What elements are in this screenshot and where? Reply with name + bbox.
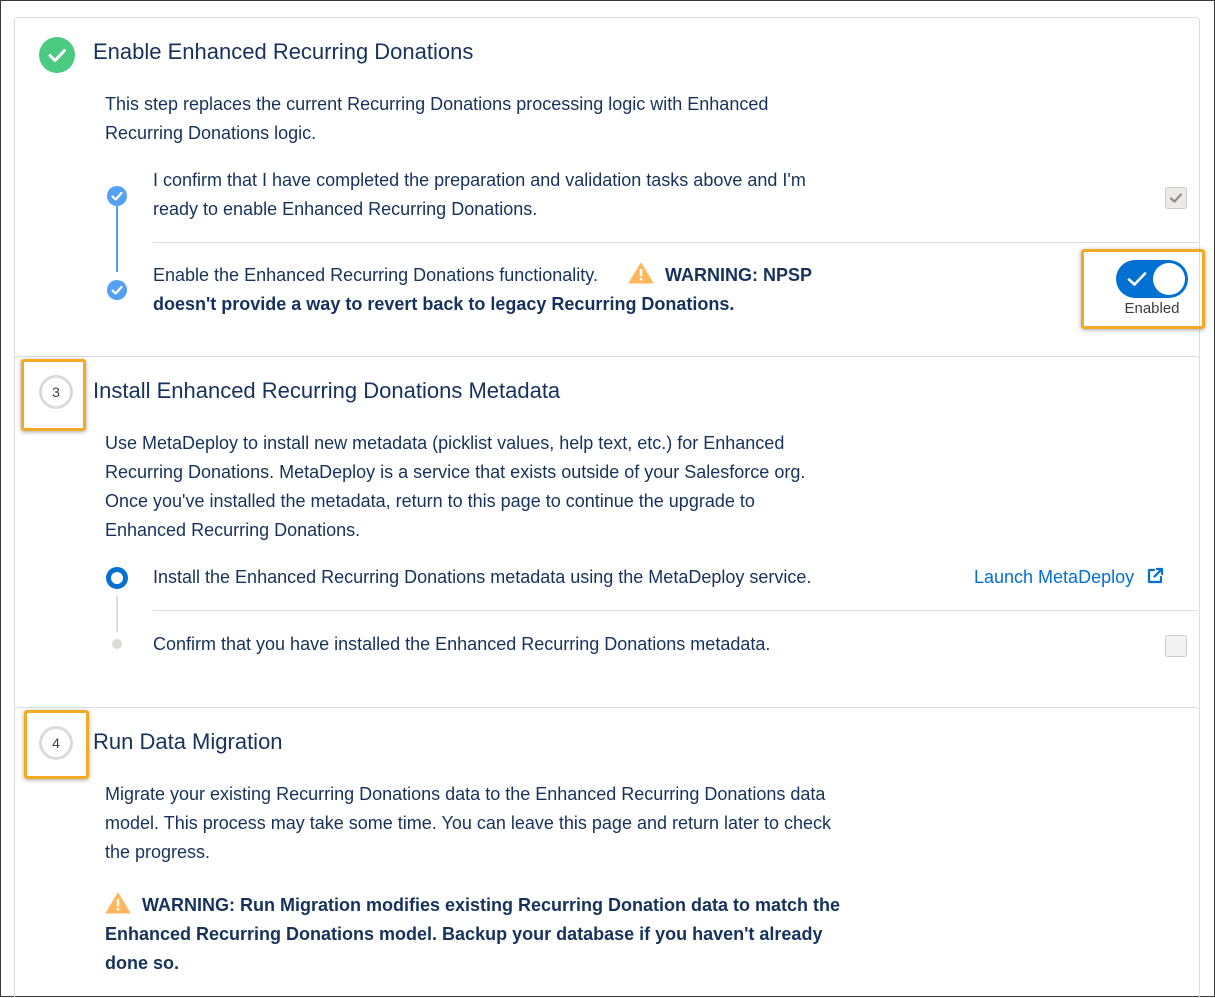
step-description: Use MetaDeploy to install new metadata (picklist values, help text, etc.) for Enhanced Recurring Donations. MetaDeploy is a service that exists outside of your Salesforce org. Once you've installed the metadata, return to this page to continue the upgrade to Enhanced Recurring Donations. xyxy=(105,433,806,540)
step-number-highlight xyxy=(24,710,89,779)
step-description: This step replaces the current Recurring Donations processing logic with Enhanced Recurring Donations logic. xyxy=(105,94,769,143)
enable-functionality-text: Enable the Enhanced Recurring Donations functionality. WARNING: NPSP doesn't provide a way to revert back to legacy Recurring Donations. xyxy=(153,261,812,319)
check-icon xyxy=(1126,269,1148,289)
migration-warning: WARNING: Run Migration modifies existing Recurring Donation data to match the Enhanced Recurring Donations model. Backup your database if you haven't already done so. xyxy=(105,891,840,978)
step-title: Run Data Migration xyxy=(93,729,283,754)
step-number-badge: 4 xyxy=(39,726,73,760)
completed-step-icon xyxy=(107,280,127,300)
checkmark-icon xyxy=(39,37,75,73)
completed-step-icon xyxy=(107,186,127,206)
step-complete-icon xyxy=(39,37,75,73)
step-number-badge: 3 xyxy=(39,375,73,409)
divider xyxy=(153,242,1198,243)
toggle-knob xyxy=(1153,263,1185,295)
toggle-label: Enabled xyxy=(1124,300,1180,317)
warning-icon xyxy=(105,892,131,914)
pending-step-icon xyxy=(112,639,122,649)
warning-icon xyxy=(628,262,654,284)
step-title: Install Enhanced Recurring Donations Metadata xyxy=(93,378,561,403)
confirm-preparation-checkbox[interactable] xyxy=(1165,187,1187,209)
external-link-icon xyxy=(1145,566,1165,586)
step-description: Migrate your existing Recurring Donations data to the Enhanced Recurring Donations data model. This process may take some time. You can leave this page and return later to check the progress. xyxy=(105,784,832,862)
enable-toggle[interactable] xyxy=(1116,260,1188,298)
confirm-metadata-checkbox[interactable] xyxy=(1165,635,1187,657)
confirm-metadata-text: Confirm that you have installed the Enhanced Recurring Donations metadata. xyxy=(153,634,771,654)
active-step-icon xyxy=(106,567,128,589)
progress-connector xyxy=(116,206,118,272)
step-title: Enable Enhanced Recurring Donations xyxy=(93,39,474,64)
step-number-highlight xyxy=(21,359,86,431)
check-icon xyxy=(107,186,127,206)
divider xyxy=(153,610,1198,611)
install-metadata-text: Install the Enhanced Recurring Donations metadata using the MetaDeploy service. xyxy=(153,567,812,587)
progress-connector xyxy=(116,596,118,632)
confirm-preparation-text: I confirm that I have completed the preparation and validation tasks above and I'm ready to enable Enhanced Recurring Donations. xyxy=(153,170,806,219)
check-icon xyxy=(1166,188,1186,208)
check-icon xyxy=(107,280,127,300)
launch-metadeploy-link[interactable]: Launch MetaDeploy xyxy=(974,566,1165,588)
